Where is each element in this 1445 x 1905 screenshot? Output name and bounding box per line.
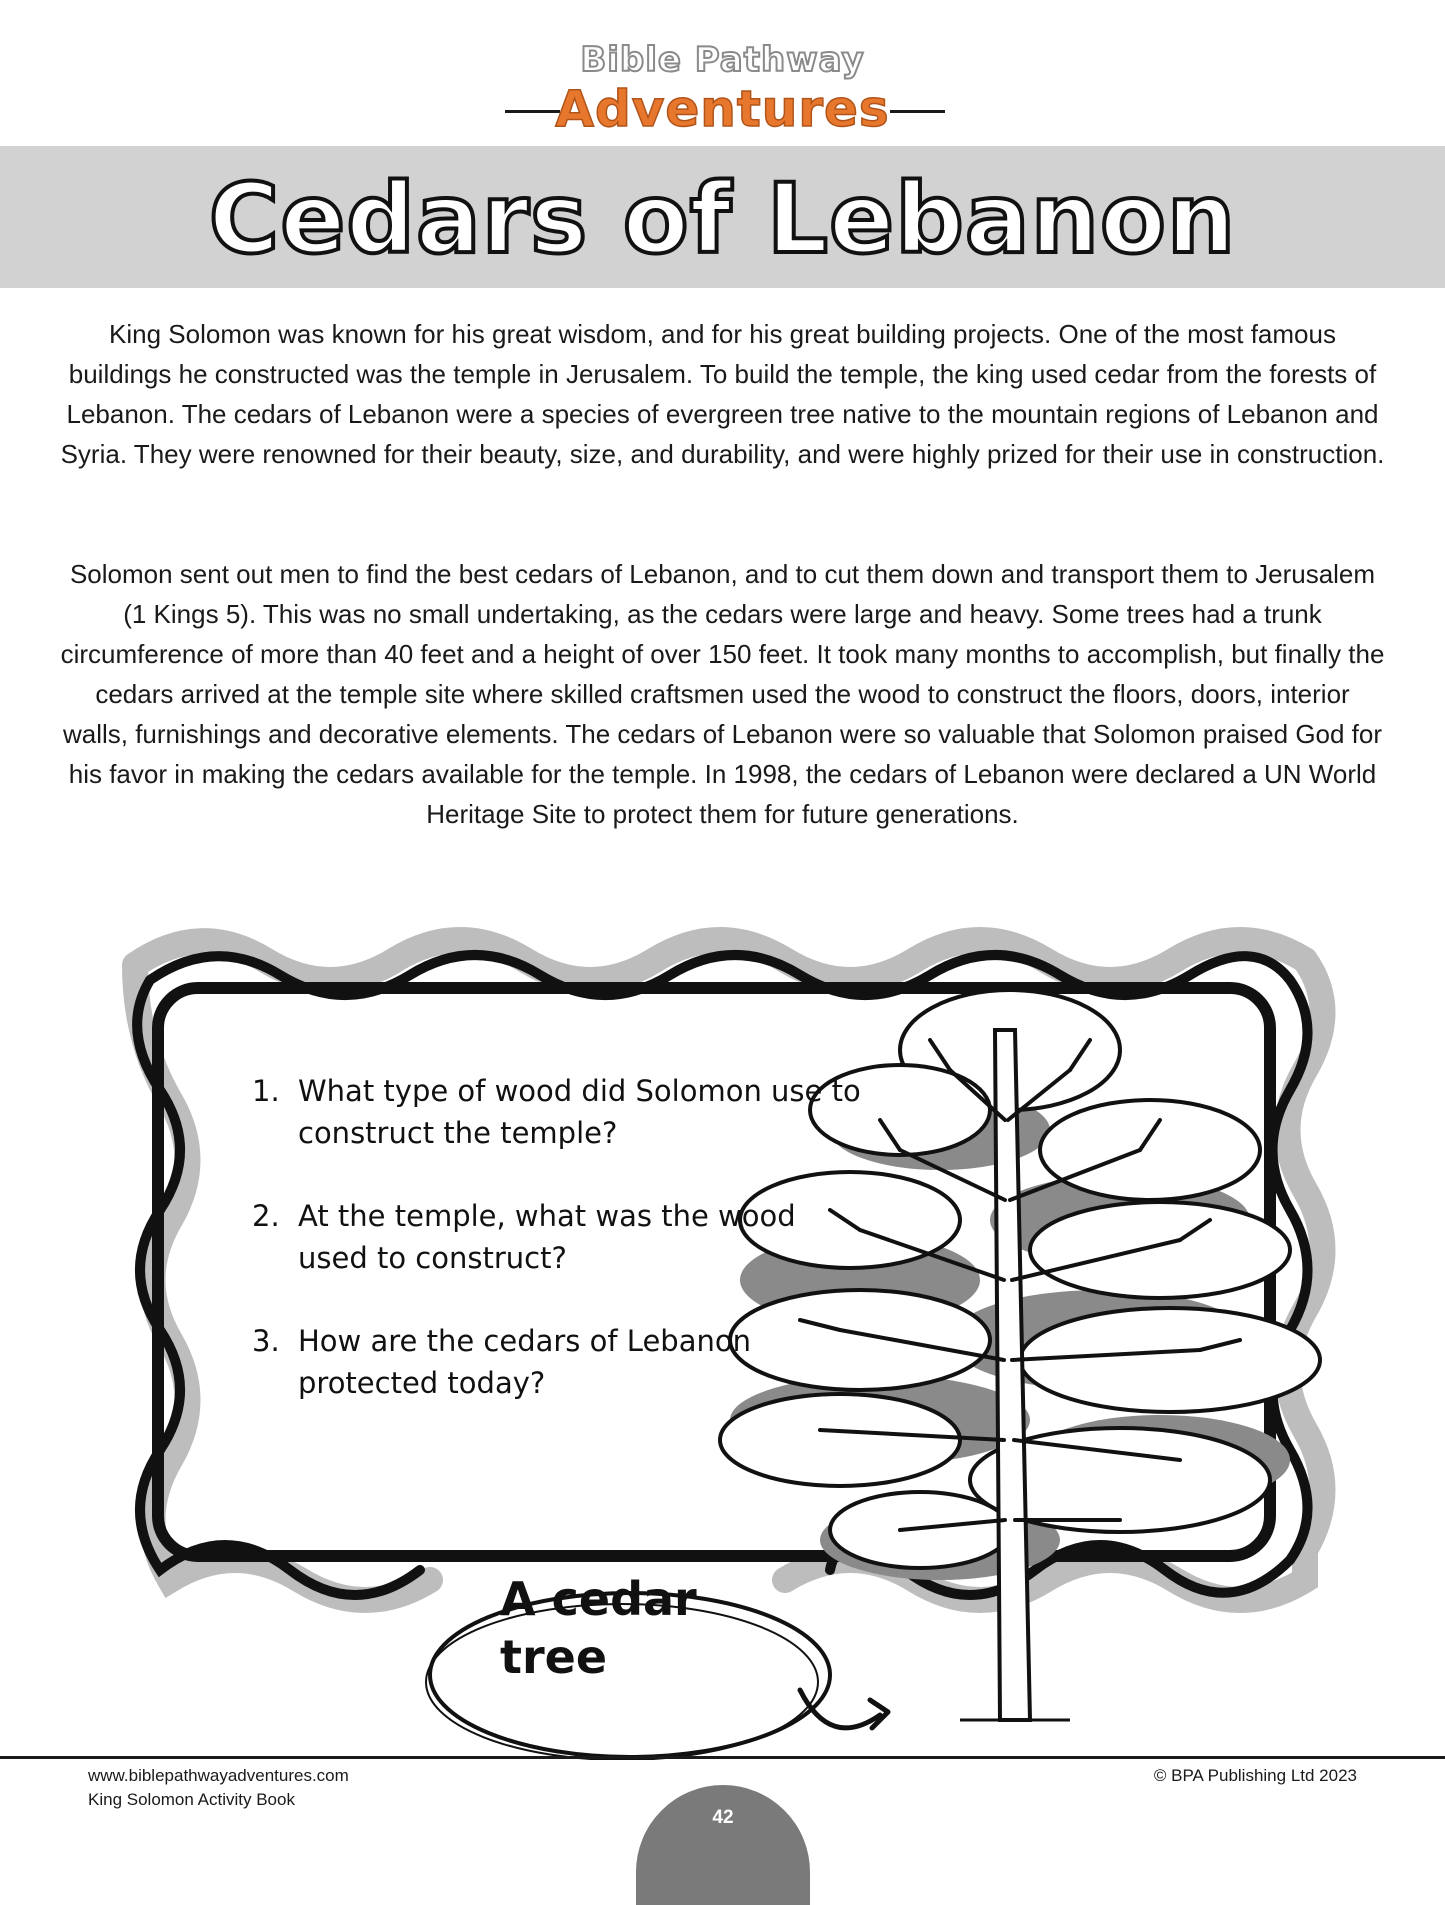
- illustration-caption: A cedar tree: [500, 1572, 697, 1684]
- publisher-logo: [0, 20, 1445, 140]
- activity-panel: [0, 920, 1445, 1760]
- page-number-tab: [636, 1785, 810, 1905]
- logo-main-text: Adventures: [555, 80, 890, 138]
- footer-website: www.biblepathwayadventures.com: [88, 1766, 349, 1785]
- footer-divider: [0, 1756, 1445, 1759]
- question-text: What type of wood did Solomon use to construct the temple?: [298, 1074, 861, 1150]
- question-number: 1.: [252, 1074, 280, 1108]
- question-text: At the temple, what was the wood used to construct?: [298, 1199, 796, 1275]
- history-paragraph: Solomon sent out men to find the best cedars of Lebanon, and to cut them down and transport them to Jerusalem (1 Kings 5). This was no small undertaking, as the cedars were large and heavy. Some trees had a trunk circumference of more than 40 feet and a height of over 150 feet. It took many months to accomplish, but finally the cedars arrived at the temple site where skilled craftsmen used the wood to construct the floors, doors, interior walls, furnishings and decorative elements. The cedars of Lebanon were so valuable that Solomon praised God for his favor in making the cedars available for the temple. In 1998, the cedars of Lebanon were declared a UN World Heritage Site to protect them for future generations.: [60, 559, 1385, 829]
- footer-book-title: King Solomon Activity Book: [88, 1790, 295, 1809]
- question-text: How are the cedars of Lebanon protected today?: [298, 1324, 751, 1400]
- question-1: [252, 1070, 872, 1154]
- question-number: 3.: [252, 1324, 280, 1358]
- question-3: [252, 1320, 872, 1404]
- page-number: 42: [712, 1807, 734, 1828]
- logo-top-text: Bible Pathway: [580, 40, 865, 80]
- page-title: Cedars of Lebanon: [208, 163, 1237, 275]
- footer-copyright: © BPA Publishing Ltd 2023: [1153, 1766, 1357, 1785]
- question-number: 2.: [252, 1199, 280, 1233]
- title-band: [0, 146, 1445, 288]
- question-2: [252, 1195, 872, 1279]
- intro-paragraph: King Solomon was known for his great wisdom, and for his great building projects. One of the most famous buildings he constructed was the temple in Jerusalem. To build the temple, the king used cedar from the forests of Lebanon. The cedars of Lebanon were a species of evergreen tree native to the mountain regions of Lebanon and Syria. They were renowned for their beauty, size, and durability, and were highly prized for their use in construction.: [60, 319, 1385, 469]
